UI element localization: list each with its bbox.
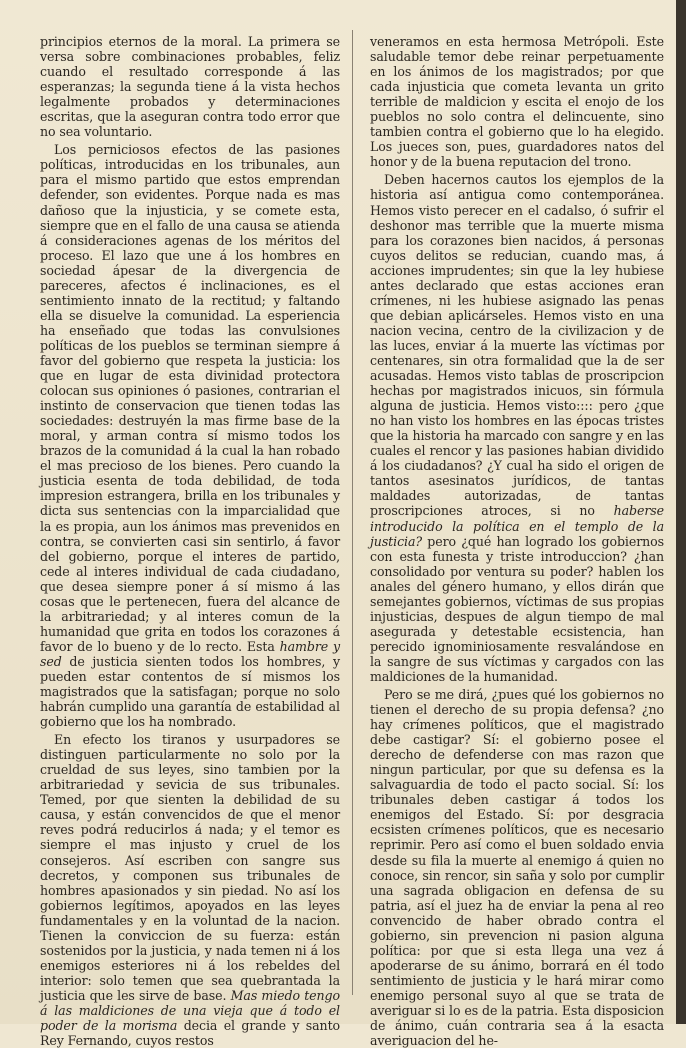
italic-quote: Mas miedo tengo á las maldiciones de una vieja que á todo el poder de la morisma bbox=[40, 987, 340, 1034]
italic-phrase: haberse introducido la política en el templo de la justicia? bbox=[370, 503, 664, 549]
column-divider bbox=[352, 30, 353, 995]
paragraph-text: decia el grande y santo Rey Fernando, cuyos restos bbox=[40, 1018, 341, 1048]
paragraph-text: Deben hacernos cautos los ejemplos de la historia así antigua como contemporánea. Hemos visto perecer en el cadalso, ó sufrir el deshonor mas terrible que la muerte misma para los corazones bien nacidos, á personas cuyos delitos se reducian, cuando mas, á acciones imprudentes; sin que la ley hubiese antes declarado que estas acciones eran crímenes, ni les hubiese asignado las penas que debian aplicárseles. Hemos visto en una nacion vecina, centro de la civilizacion y de las luces, enviar á la muerte las víctimas por centenares, sin otra formalidad que la de ser acusadas. Hemos visto tablas de proscripcion hechas por magistrados inicuos, sin fórmula alguna de justicia. Hemos visto:::: pero ¿que no han visto los hombres en las épocas tristes que la historia ha marcado con sangre y en las cuales el rencor y las pasiones habian dividido á los ciudadanos? ¿Y cual ha sido el origen de tantos asesinatos jurídicos, de tantas maldades autorizadas, de tantas proscripciones atroces, si no bbox=[370, 172, 664, 519]
paragraph: Pero se me dirá, ¿pues qué los gobiernos no tienen el derecho de su propia defensa? ¿no hay crímenes políticos, que el magistrado debe castigar? Sí: el gobierno posee el derecho de defenderse con mas razon que ningun particular, por que su defensa es la salvaguardia de todo el pacto social. Sí: los tribunales deben castigar á todos los enemigos del Estado. Sí: por desgracia ecsisten crímenes políticos, que es necesario reprimir. Pero así como el buen soldado envia desde su fila la muerte al enemigo á quien no conoce, sin rencor, sin saña y solo por cumplir una sagrada obligacion en defensa de su patria, así el juez ha de enviar la pena al reo convencido de haber obrado contra el gobierno, sin prevencion ni pasion alguna política: por que si esta llega una vez á apoderarse de su ánimo, borrará en él todo sentimiento de justicia y le hará mirar como enemigo personal suyo al que se trata de averiguar si lo es de la patria. Esta disposicion de ánimo, cuán contraria sea á la esacta averiguacion del he- bbox=[370, 687, 664, 1048]
page-edge bbox=[676, 0, 686, 1024]
paragraph-text: Los perniciosos efectos de las pasiones políticas, introducidas en los tribunales, aun para el mismo partido que estos emprendan defender, son evidentes. Porque nada es mas dañoso que la injusticia, y se comete esta, siempre que en el fallo de una causa se atienda á consideraciones agenas de los méritos del proceso. El lazo que une á los hombres en sociedad ápesar de la divergencia de pareceres, afectos é inclinaciones, es el sentimiento innato de la rectitud; y faltando ella se disuelve la comunidad. La esperiencia ha enseñado que todas las convulsiones políticas de los pueblos se terminan siempre á favor del gobierno que respeta la justicia: los que en lugar de esta divinidad protectora colocan sus opiniones ó pasiones, contrarian el instinto de conservacion que tienen todas las sociedades: destruyén la mas firme base de la moral, y arman contra sí mismo todos los brazos de la comunidad á la cual la han robado el mas precioso de los bienes. Pero cuando la justicia esenta de toda debilidad, de toda impresion estrangera, brilla en los tribunales y dicta sus sentencias con la imparcialidad que la es propia, aun los ánimos mas prevenidos en contra, se convierten casi sin sentirlo, á favor del gobierno, porque el interes de partido, cede al interes individual de cada ciudadano, que desea siempre poner á sí mismo á las cosas que le pertenecen, fuera del alcance de la arbitrariedad; y al interes comun de la humanidad que grita en todos los corazones á favor de lo bueno y de lo recto. Esta bbox=[40, 142, 340, 654]
paragraph: veneramos en esta hermosa Metrópoli. Este saludable temor debe reinar perpetuamente en los ánimos de los magistrados; por que cada injusticia que cometa levanta un grito terrible de maldicion y escita el enojo de los pueblos no solo contra el delincuente, sino tambien contra el gobierno que lo ha elegido. Los jueces son, pues, guardadores natos del honor y de la buena reputacion del trono. bbox=[370, 34, 664, 170]
left-column bbox=[40, 34, 340, 1048]
paragraph-text: de justicia sienten todos los hombres, y pueden estar contentos de sí mismos los magistrados que la satisfagan; porque no solo habrán cumplido una garantía de estabilidad al gobierno que los ha nombrado. bbox=[40, 653, 340, 730]
paragraph-text: pero ¿qué han logrado los gobiernos con esta funesta y triste introduccion? ¿han consolidado por ventura su poder? hablen los anales del género humano, y ellos dirán que semejantes gobiernos, víctimas de sus propias injusticias, despues de algun tiempo de mal asegurada y detestable ecsistencia, han perecido ignominiosamente resvalándose en la sangre de sus víctimas y cargados con las maldiciones de la humanidad. bbox=[370, 533, 664, 684]
right-column bbox=[370, 34, 664, 1048]
paragraph bbox=[40, 142, 340, 729]
paragraph-text: En efecto los tiranos y usurpadores se distinguen particularmente no solo por la crueldad de sus leyes, sino tambien por la arbitrariedad y sevicia de sus tribunales. Temed, por que sienten la debilidad de su causa, y están convencidos de que el menor reves podrá reducirlos á nada; y el temor es siempre el mas injusto y cruel de los consejeros. Así escriben con sangre sus decretos, y componen sus tribunales de hombres apasionados y sin piedad. No así los gobiernos legítimos, apoyados en las leyes fundamentales y en la voluntad de la nacion. Tienen la conviccion de su fuerza: están sostenidos por la justicia, y nada temen ni á los enemigos esteriores ni á los rebeldes del interior: solo temen que sea quebrantada la justicia que les sirve de base. bbox=[40, 732, 340, 1003]
paragraph bbox=[370, 172, 664, 684]
italic-phrase: hambre y sed bbox=[40, 638, 340, 669]
paragraph bbox=[40, 732, 340, 1048]
paragraph: principios eternos de la moral. La primera se versa sobre combinaciones probables, feliz cuando el resultado corresponde á las esperanzas; la segunda tiene á la vista hechos legalmente probados y determinaciones escritas, que la aseguran contra todo error que no sea voluntario. bbox=[40, 34, 340, 140]
